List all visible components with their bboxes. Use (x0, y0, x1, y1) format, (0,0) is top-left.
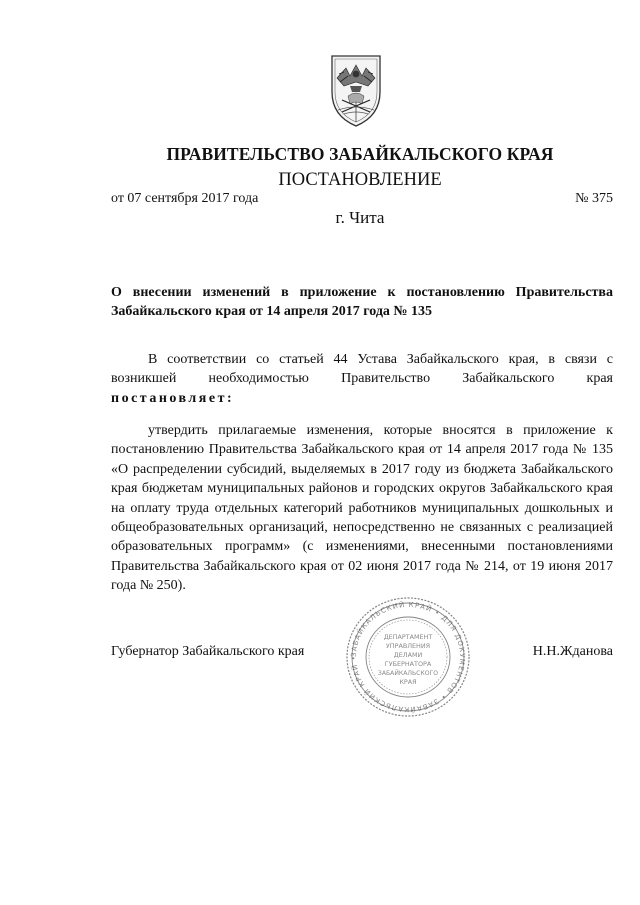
document-number: № 375 (575, 191, 613, 206)
document-subject: О внесении изменений в приложение к постановлению Правительства Забайкальского края от 14 апреля 2017 года № 135 (111, 285, 613, 319)
coat-of-arms-icon (326, 52, 386, 128)
preamble-text: В соответствии со статьей 44 Устава Забайкальского края, в связи с возникшей необходимостью Правительство Забайкальского края (111, 352, 613, 387)
official-seal-stamp (343, 594, 473, 720)
document-type: ПОСТАНОВЛЕНИЕ (278, 170, 442, 190)
svg-text:УПРАВЛЕНИЯ: УПРАВЛЕНИЯ (385, 642, 431, 650)
organization-title: ПРАВИТЕЛЬСТВО ЗАБАЙКАЛЬСКОГО КРАЯ (166, 144, 554, 164)
document-city: г. Чита (335, 208, 385, 227)
signer-name: Н.Н.Жданова (532, 644, 613, 659)
svg-text:ГУБЕРНАТОРА: ГУБЕРНАТОРА (384, 660, 432, 668)
resolution-paragraph: утвердить прилагаемые изменения, которые вносятся в приложение к постановлению Правительства Забайкальского края от 14 апреля 2017 года № 135 «О распределении субсидий, выделяемых в 2017 году из бюджета Забайкальского края бюджетам муниципальных районов и городских округов Забайкальского края на оплату труда отдельных категорий работников муниципальных дошкольных и общеобразовательных организаций, непосредственно не связанных с реализацией образовательных программ» (с изменениями, внесенными постановлениями Правительства Забайкальского края от 02 июня 2017 года № 214, от 19 июня 2017 года № 250). (111, 423, 613, 594)
svg-text:ЗАБАЙКАЛЬСКИЙ КРАЙ • ДЛЯ ДОКУМ: ЗАБАЙКАЛЬСКИЙ КРАЙ • ДЛЯ ДОКУМЕНТОВ • ЗАБАЙКАЛЬСКИЙ КРАЙ • (349, 600, 467, 714)
signer-title: Губернатор Забайкальского края (111, 644, 305, 659)
svg-text:КРАЯ: КРАЯ (399, 678, 417, 686)
resolves-word: постановляет: (111, 390, 235, 406)
svg-text:ДЕЛАМИ: ДЕЛАМИ (393, 651, 423, 659)
document-date: от 07 сентября 2017 года (111, 191, 259, 206)
preamble-paragraph (111, 350, 613, 408)
svg-text:ДЕПАРТАМЕНТ: ДЕПАРТАМЕНТ (383, 633, 433, 641)
svg-text:ЗАБАЙКАЛЬСКОГО: ЗАБАЙКАЛЬСКОГО (377, 670, 439, 677)
